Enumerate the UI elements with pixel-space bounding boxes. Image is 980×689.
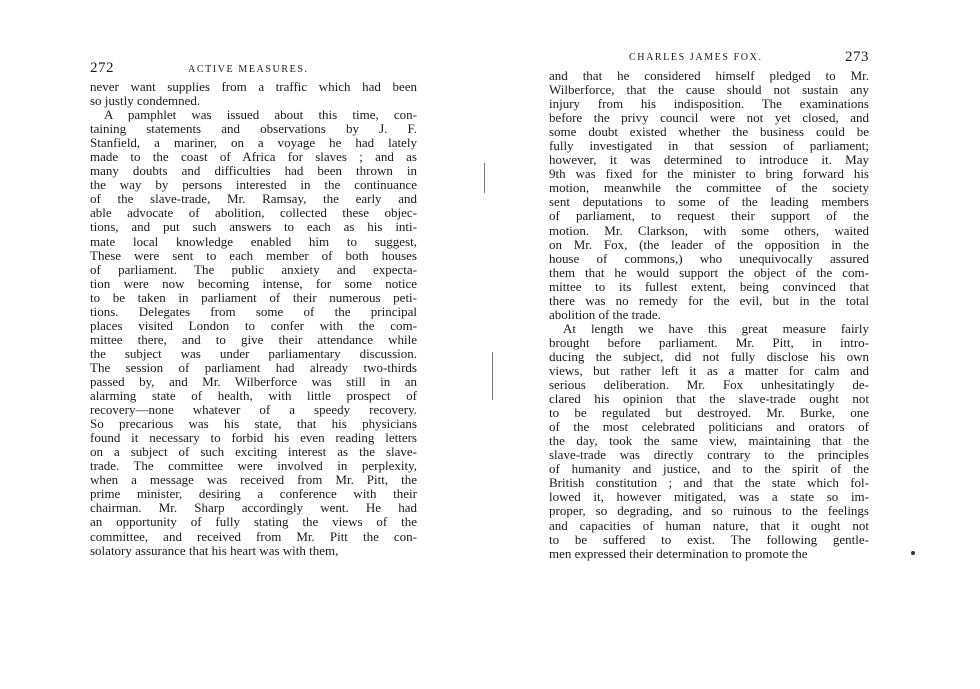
text-line: able advocate of abolition, collected these objec- bbox=[90, 205, 417, 221]
text-line: solatory assurance that his heart was with them, bbox=[90, 542, 339, 558]
text-line: So precarious was his state, that his physicians bbox=[90, 416, 417, 432]
text-line: however, it was determined to introduce it. May bbox=[549, 152, 869, 168]
text-line: house of commons,) who unequivocally assured bbox=[549, 250, 869, 266]
text-line: found it necessary to forbid his even reading letters bbox=[90, 430, 417, 446]
text-line: British constitution ; and that the state which fol- bbox=[549, 475, 869, 491]
text-line: taining statements and observations by J. F. bbox=[90, 121, 417, 137]
text-line: tion were now becoming intense, for some notice bbox=[90, 275, 417, 291]
text-line: chairman. Mr. Sharp accordingly went. He had bbox=[90, 500, 417, 516]
text-line: injury from his indisposition. The examinations bbox=[549, 96, 869, 112]
text-line: men expressed their determination to promote the bbox=[549, 545, 808, 561]
text-line: motion. Mr. Clarkson, with some others, waited bbox=[549, 222, 869, 238]
text-line: abolition of the trade. bbox=[549, 306, 661, 322]
text-line: These were sent to each member of both houses bbox=[90, 247, 417, 263]
text-line: and capacities of human nature, that it ought not bbox=[549, 517, 869, 533]
text-line: brought before parliament. Mr. Pitt, in intro- bbox=[549, 334, 869, 350]
right-running-title: CHARLES JAMES FOX. bbox=[629, 52, 763, 63]
text-line: proper, so degrading, and so ruinous to the feelings bbox=[549, 503, 869, 519]
text-line: tions, and put such answers to each as his inti- bbox=[90, 219, 417, 235]
text-line: mate local knowledge enabled him to suggest, bbox=[90, 233, 417, 249]
text-line: views, but rather left it as a matter for calm and bbox=[549, 362, 869, 378]
right-running-head bbox=[549, 49, 869, 69]
text-line: of parliament, to request their support of the bbox=[549, 208, 869, 224]
text-line: of the slave-trade, Mr. Ramsay, the early and bbox=[90, 191, 417, 207]
text-line: on a subject of such exciting interest as the slave- bbox=[90, 444, 417, 460]
right-page-body bbox=[549, 69, 869, 561]
text-line: of parliament. The public anxiety and expecta- bbox=[90, 261, 417, 277]
text-line: Stanfield, a mariner, on a voyage he had lately bbox=[90, 135, 417, 151]
text-line: the subject was under parliamentary discussion. bbox=[90, 345, 417, 361]
text-line: places visited London to confer with the com- bbox=[90, 317, 417, 333]
text-line: them that he would support the object of the com- bbox=[549, 264, 869, 280]
text-line: to be suffered to exist. The following gentle- bbox=[549, 531, 869, 547]
text-line: Wilberforce, that the cause should not sustain any bbox=[549, 82, 869, 98]
left-page-number: 272 bbox=[90, 60, 114, 76]
text-line: many doubts and difficulties had been thrown in bbox=[90, 163, 417, 179]
text-line: and that he considered himself pledged to Mr. bbox=[549, 68, 869, 83]
text-line: when a message was received from Mr. Pitt, the bbox=[90, 472, 417, 488]
text-line: fully investigated in that session of parliament; bbox=[549, 138, 869, 154]
left-running-title: ACTIVE MEASURES. bbox=[188, 64, 309, 75]
text-line: prime minister, desiring a conference with their bbox=[90, 486, 417, 502]
text-line: motion, meanwhile the committee of the society bbox=[549, 180, 869, 196]
text-line: there was no remedy for the evil, but in the total bbox=[549, 292, 869, 308]
text-line: recovery—none whatever of a speedy recovery. bbox=[90, 402, 417, 418]
text-line: on Mr. Fox, (the leader of the opposition in the bbox=[549, 236, 869, 252]
text-line: to be regulated but destroyed. Mr. Burke, one bbox=[549, 405, 869, 421]
text-line: an opportunity of fully stating the views of the bbox=[90, 514, 417, 530]
text-line: serious deliberation. Mr. Fox unhesitatingly de- bbox=[549, 377, 869, 393]
text-line: A pamphlet was issued about this time, con- bbox=[104, 107, 417, 123]
text-line: clared his opinion that the slave-trade ought not bbox=[549, 391, 869, 407]
text-line: slave-trade was directly contrary to the principles bbox=[549, 447, 869, 463]
text-line: The session of parliament had already two-thirds bbox=[90, 359, 417, 375]
text-line: alarming state of health, with little prospect of bbox=[90, 388, 417, 404]
text-line: never want supplies from a traffic which had been bbox=[90, 79, 417, 94]
left-page bbox=[90, 0, 417, 558]
gutter-mark-upper bbox=[484, 163, 485, 193]
text-line: passed by, and Mr. Wilberforce was still in an bbox=[90, 373, 417, 389]
text-line: some doubt existed whether the business could be bbox=[549, 124, 869, 140]
text-line: committee, and received from Mr. Pitt the con- bbox=[90, 528, 417, 544]
text-line: the day, took the same view, maintaining that the bbox=[549, 433, 869, 449]
text-line: tions. Delegates from some of the principal bbox=[90, 303, 417, 319]
text-line: of humanity and justice, and to the spirit of the bbox=[549, 461, 869, 477]
text-line: so justly condemned. bbox=[90, 93, 201, 109]
left-running-head bbox=[90, 60, 417, 80]
text-line: mittee there, and to give their attendance while bbox=[90, 331, 417, 347]
text-line: before the privy council were not yet closed, and bbox=[549, 110, 869, 126]
text-line: lowed it, however mitigated, was a state so im- bbox=[549, 489, 869, 505]
text-line: 9th was fixed for the minister to bring forward his bbox=[549, 166, 869, 182]
text-line: trade. The committee were involved in perplexity, bbox=[90, 458, 417, 474]
margin-speck bbox=[911, 551, 915, 555]
text-line: mittee to its fullest extent, being convinced that bbox=[549, 278, 869, 294]
text-line: to be taken in parliament of their numerous peti- bbox=[90, 289, 417, 305]
right-page-number: 273 bbox=[845, 49, 869, 65]
text-line: sent deputations to some of the leading members bbox=[549, 194, 869, 210]
text-line: ducing the subject, did not fully disclose his own bbox=[549, 348, 869, 364]
left-page-body bbox=[90, 80, 417, 558]
right-page bbox=[549, 0, 869, 561]
text-line: the way by persons interested in the continuance bbox=[90, 177, 417, 193]
text-line: of the most celebrated politicians and orators of bbox=[549, 419, 869, 435]
text-line: At length we have this great measure fairly bbox=[563, 320, 869, 336]
gutter-mark-lower bbox=[492, 352, 493, 400]
text-line: made to the coast of Africa for slaves ; and as bbox=[90, 149, 417, 165]
